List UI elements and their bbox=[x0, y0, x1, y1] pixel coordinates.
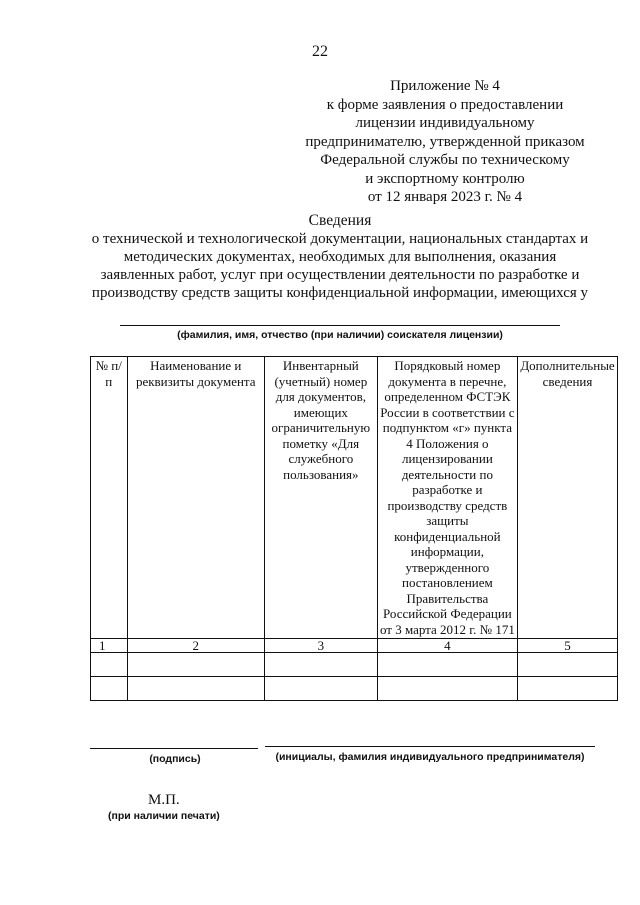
subtitle-line: заявленных работ, услуг при осуществлении деятельности по разработке и bbox=[100, 267, 580, 283]
name-caption: (инициалы, фамилия индивидуального предпринимателя) bbox=[275, 751, 585, 763]
appendix-line: Приложение № 4 bbox=[390, 78, 500, 94]
appendix-line: от 12 января 2023 г. № 4 bbox=[367, 189, 523, 205]
header-document-name: Наименование и реквизиты документа bbox=[127, 357, 264, 639]
appendix-line: Федеральной службы по техническому bbox=[320, 152, 570, 168]
page-number: 22 bbox=[312, 43, 328, 60]
column-number-row bbox=[91, 639, 618, 653]
table-cell[interactable] bbox=[91, 653, 128, 677]
subtitle-line: методических документах, необходимых для выполнения, оказания bbox=[123, 249, 557, 265]
header-number: № п/п bbox=[91, 357, 128, 639]
appendix-line: и экспортному контролю bbox=[365, 170, 525, 187]
column-number: 2 bbox=[127, 639, 264, 653]
subtitle-line: о технической и технологической документации, национальных стандартах и bbox=[91, 231, 589, 247]
applicant-caption: (фамилия, имя, отчество (при наличии) соискателя лицензии) bbox=[177, 329, 503, 341]
document-title: Сведения bbox=[308, 212, 372, 229]
column-number: 1 bbox=[91, 639, 128, 653]
stamp-caption: (при наличии печати) bbox=[108, 810, 220, 822]
table-cell[interactable] bbox=[377, 677, 517, 701]
appendix-block bbox=[300, 77, 590, 207]
name-line[interactable] bbox=[265, 746, 595, 747]
table-row bbox=[91, 653, 618, 677]
table-cell[interactable] bbox=[127, 677, 264, 701]
table-cell[interactable] bbox=[518, 677, 618, 701]
header-additional-info: Дополнительные сведения bbox=[518, 357, 618, 639]
document-subtitle bbox=[60, 230, 620, 302]
table-cell[interactable] bbox=[91, 677, 128, 701]
appendix-line: лицензии индивидуальному bbox=[355, 115, 535, 131]
column-number: 4 bbox=[377, 639, 517, 653]
header-order-number: Порядковый номер документа в перечне, определенном ФСТЭК России в соответствии с подпунктом «г» пункта 4 Положения о лицензировании деятельности по разработке и производству средств защиты конфиденциальной информации, утвержденного постановлением Правительства Российской Федерации от 3 марта 2012 г. № 171 bbox=[377, 357, 517, 639]
signature-caption: (подпись) bbox=[149, 753, 201, 765]
table-cell[interactable] bbox=[127, 653, 264, 677]
table-cell[interactable] bbox=[377, 653, 517, 677]
column-number: 3 bbox=[264, 639, 377, 653]
table-cell[interactable] bbox=[264, 653, 377, 677]
column-number: 5 bbox=[518, 639, 618, 653]
documents-table bbox=[90, 356, 618, 701]
table-row bbox=[91, 677, 618, 701]
appendix-line: предпринимателю, утвержденной приказом bbox=[305, 133, 585, 150]
appendix-line: к форме заявления о предоставлении bbox=[326, 96, 564, 113]
subtitle-line: производству средств защиты конфиденциальной информации, имеющихся у bbox=[91, 285, 589, 301]
signature-line[interactable] bbox=[90, 748, 258, 749]
stamp-label: М.П. bbox=[148, 792, 180, 808]
table-cell[interactable] bbox=[518, 653, 618, 677]
header-inventory-number: Инвентарный (учетный) номер для документов, имеющих ограничительную пометку «Для служебного пользования» bbox=[264, 357, 377, 639]
table-cell[interactable] bbox=[264, 677, 377, 701]
table-header-row bbox=[91, 357, 618, 639]
applicant-fill-line[interactable] bbox=[120, 325, 560, 326]
